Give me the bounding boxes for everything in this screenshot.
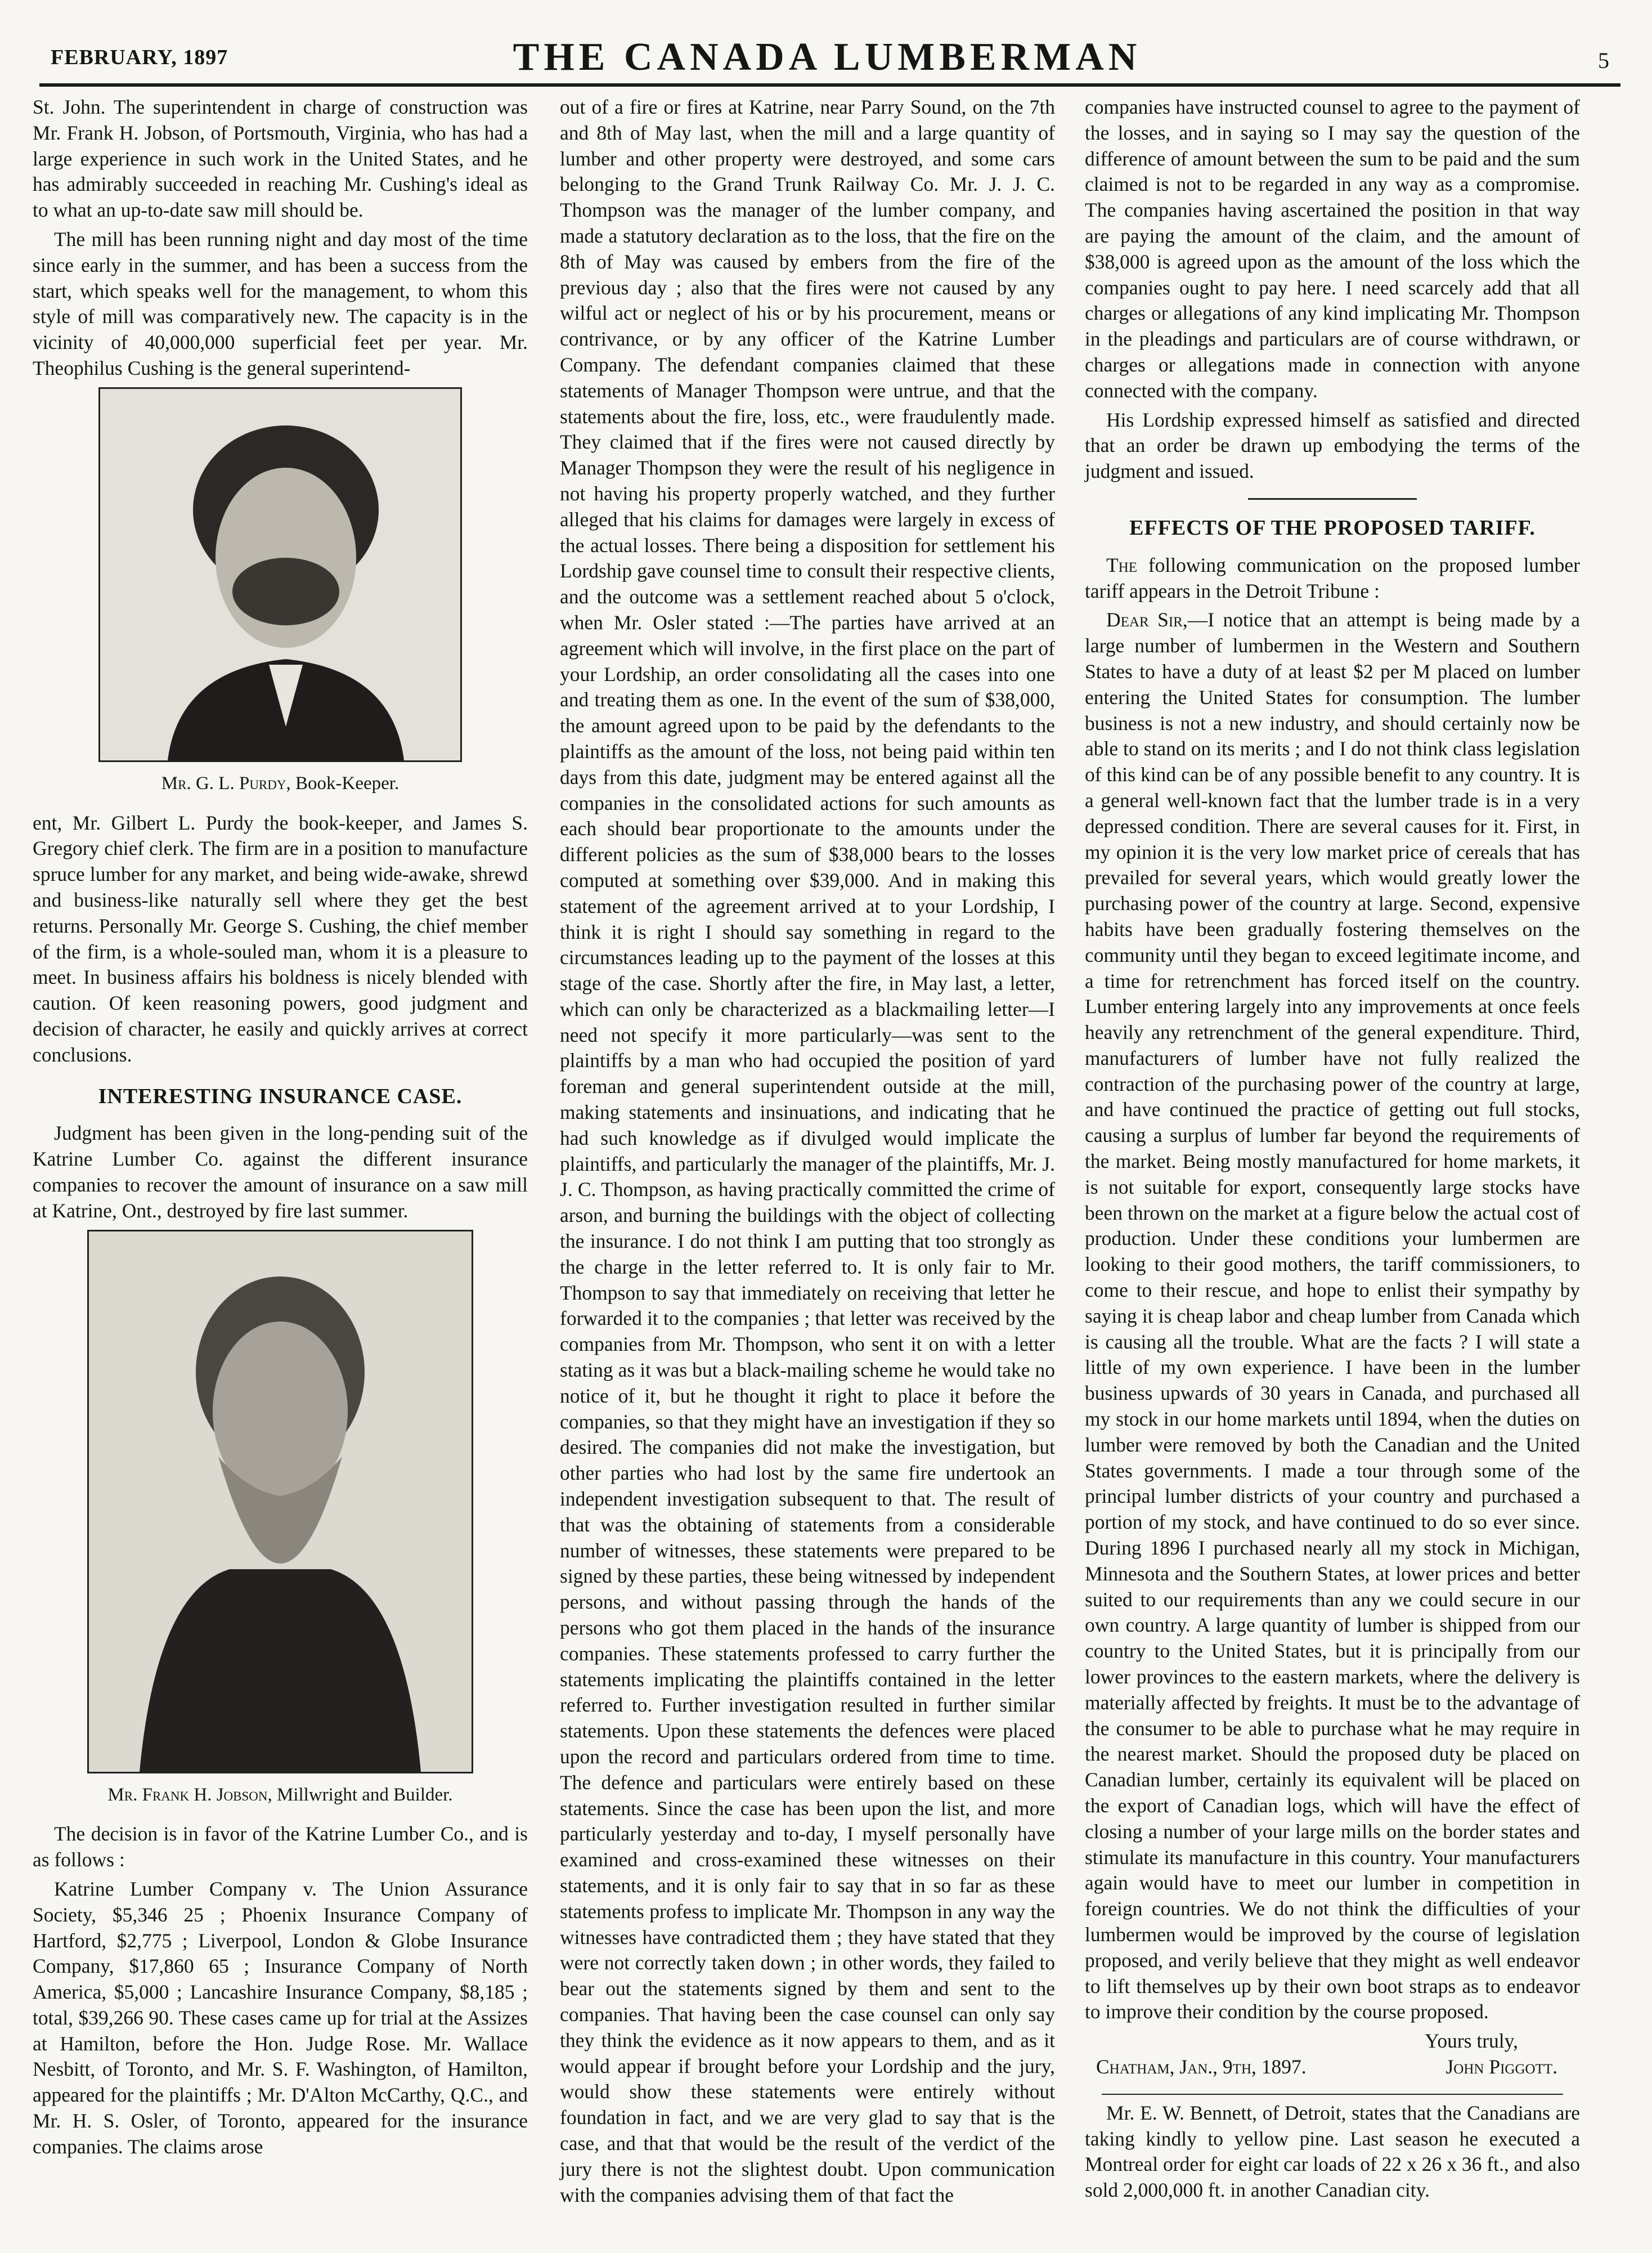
- closing: Yours truly,: [1425, 2030, 1518, 2053]
- caption-name: Mr. G. L. Purdy: [161, 773, 286, 794]
- paragraph: companies have instructed counsel to agree to the payment of the losses, and in saying so I may say the question of the difference of amount between the sum to be paid and the sum claimed is not to be regarded in any way as a compromise. The companies having ascertained the position in that way are paying the amount of the claim, and the amount of $38,000 is agreed upon as the amount of the loss which the companies ought to pay here. I need scarcely add that all charges or allegations of any kind implicating Mr. Thompson in the pleadings and particulars are of course withdrawn, or charges or allegations made in connection with anyone connected with the company.: [1085, 96, 1580, 402]
- photo-caption: [33, 1782, 528, 1808]
- caption-role: , Millwright and Builder.: [267, 1784, 453, 1805]
- signature-line: [1096, 2054, 1557, 2080]
- paragraph: His Lordship expressed himself as satisfied and directed that an order be drawn up embodying the terms of the judgment and issued.: [1085, 408, 1580, 483]
- masthead: [39, 23, 1615, 84]
- column-middle: [560, 95, 1055, 2211]
- signature-place-date: Chatham, Jan., 9th, 1897.: [1096, 2055, 1307, 2078]
- salutation: Dear Sir,: [1106, 608, 1188, 631]
- column-left: [33, 95, 528, 2164]
- paragraph: St. John. The superintendent in charge of construction was Mr. Frank H. Jobson, of Portsmouth, Virginia, who has had a large experience in such work in the United States, and he has admirably succeeded in reaching Mr. Cushing's ideal as to what an up-to-date saw mill should be.: [33, 96, 528, 222]
- paragraph-text: —I notice that an attempt is being made by a large number of lumbermen in the Western and Southern States to have a duty of at least $2 per M placed on lumber entering the United States for consumption. The lumber business is not a new industry, and should certainly now be able to stand on its merits ; and I do not think class legislation of this kind can be of any possible benefit to any country. It is a general well-known fact that the lumber trade is in a very depressed condition. There are several causes for it. First, in my opinion it is the very low market price of cereals that has prevailed for several years, which would greatly lower the purchasing power of the country at large. Second, expensive habits have been gradually fostering themselves on the community until they began to exceed legitimate income, and a time for retrenchment has forced itself on the country. Lumber entering largely into any improvements at once feels heavily any retrenchment of the general expenditure. Third, manufacturers of lumber have not fully realized the contraction of the purchasing power of the country at large, and have continued the practice of getting out full stocks, causing a surplus of lumber far beyond the requirements of the market. Being mostly manufactured for home markets, it is not suitable for export, consequently large stocks have been thrown on the market at a figure below the actual cost of production. Under these conditions your lumbermen are looking to their good mothers, the tariff commissioners, to come to their rescue, and hope to enlist their sympathy by saying it is cheap labor and cheap lumber from Canada which is causing all the trouble. What are the facts ? I will state a little of my own experience. I have been in the lumber business upwards of 30 years in Canada, and purchased all my stock in our home markets until 1894, when the duties on lumber were removed by both the Canadian and the United States governments. I made a tour through some of the principal lumber districts of your country and purchased a portion of my stock, and have continued to do so ever since. During 1896 I purchased nearly all my stock in Michigan, Minnesota and the Southern States, at lower prices and better suited to our requirements than any we could secure in our own country. A large quantity of lumber is shipped from our country to the United States, but it is principally from our lower provinces to the eastern markets, where the delivery is materially affected by freights. It must be to the advantage of the consumer to be able to purchase what he may require in the nearest market. Should the proposed duty be placed on Canadian lumber, certainly its equivalent will be placed on the export of Canadian logs, which will have the effect of closing a number of your large mills on the border states and stimulate its manufacture in this country. Your manufacturers again would have to meet our lumber in competition in foreign countries. We do not think the difficulties of your lumbermen would be improved by the course of legislation proposed, and verily believe that they might as well endeavor to lift themselves up by their own boot straps as to endeavor to improve their condition by the course proposed.: [1085, 608, 1580, 2023]
- paragraph: out of a fire or fires at Katrine, near Parry Sound, on the 7th and 8th of May last, when the mill and a large quantity of lumber and other property were destroyed, and some cars belonging to the Grand Trunk Railway Co. Mr. J. J. C. Thompson was the manager of the lumber company, and made a statutory declaration as to the loss, that the fire on the 8th of May was caused by embers from the fire of the previous day ; also that the fires were not caused by any wilful act or neglect of his or by his procurement, means or contrivance, or by any officer of the Katrine Lumber Company. The defendant companies claimed that these statements of Manager Thompson were untrue, and that the statements about the fire, loss, etc., were fraudulently made. They claimed that if the fires were not caused directly by Manager Thompson they were the result of his negligence in not having his property properly watched, and they further alleged that his claims for damages were largely in excess of the actual losses. There being a disposition for settlement his Lordship gave counsel time to consult their respective clients, and the outcome was a settlement reached about 5 o'clock, when Mr. Osler stated :—The parties have arrived at an agreement which will involve, in the first place on the part of your Lordship, an order consolidating all the cases into one and treating them as one. In the event of the sum of $38,000, the amount agreed upon to be paid by the defendants to the plaintiffs as the amount of the loss, not being paid within ten days from this date, judgment may be entered against all the companies in the consolidated actions for such amounts as each should bear proportionate to the amounts under the different policies as the sum of $38,000 bears to the losses computed at something over $39,000. And in making this statement of the agreement arrived at to your Lordship, I think it is right I should say something in regard to the circumstances leading up to the payment of the losses at this stage of the case. Shortly after the fire, in May last, a letter, which can only be characterized as a blackmailing letter—I need not specify it more particularly—was sent to the plaintiffs by a man who had occupied the position of yard foreman and general superintendent outside at the mill, making statements and insinuations, and indicating that he had such knowledge as if divulged would implicate the plaintiffs, and particularly the manager of the plaintiffs, Mr. J. J. C. Thompson, as having practically committed the crime of arson, and burning the buildings with the object of collecting the insurance. I do not think I am putting that too strongly as the charge in the letter referred to. It is only fair to Mr. Thompson to say that immediately on receiving that letter he forwarded it to the companies ; that letter was received by the companies from Mr. Thompson, who sent it on with a letter stating as it was but a black-mailing scheme he would take no notice of it, but he thought it right to place it before the companies, so that they might have an investigation if they so desired. The companies did not make the investigation, but other parties who had lost by the same fire undertook an independent investigation subsequent to that. The result of that was the obtaining of statements from a considerable number of witnesses, these statements were prepared to be signed by these parties, these being witnessed by independent persons, and without passing through the hands of the persons who got them placed in the hands of the insurance companies. These statements professed to carry further the statements implicating the plaintiffs contained in the letter referred to. Further investigation resulted in further similar statements. Upon these statements the defences were placed upon the record and particulars ordered from time to time. The defence and particulars were entirely based on these statements. Since the case has been upon the list, and more particularly yesterday and to-day, I myself personally have examined and cross-examined these witnesses on their statements, and it is only fair to say that in so far as these statements profess to implicate Mr. Thompson in any way the witnesses have contradicted them ; they have stated that they were not correctly taken down ; in other words, they failed to bear out the statements signed by them and sent to the companies. That having been the case counsel can only say they think the evidence as it now appears to them, and as it would appear if brought before your Lordship and the jury, would show these statements were entirely without foundation in fact, and we are very glad to say that is the case, and that that would be the result of the verdict of the jury there is not the slightest doubt. Upon communication with the companies advising them of that fact the: [560, 96, 1055, 2206]
- portrait-photo-jobson: [87, 1230, 473, 1773]
- paragraph: Judgment has been given in the long-pending suit of the Katrine Lumber Co. against the different insurance companies to recover the amount of insurance on a saw mill at Katrine, Ont., destroyed by fire last summer.: [33, 1122, 528, 1222]
- paragraph: The decision is in favor of the Katrine Lumber Co., and is as follows :: [33, 1822, 528, 1871]
- portrait-photo-purdy: [98, 387, 462, 762]
- paragraph: ent, Mr. Gilbert L. Purdy the book-keeper, and James S. Gregory chief clerk. The firm are in a position to manufacture spruce lumber for any market, and being wide-awake, shrewd and business-like naturally sell where they get the best returns. Personally Mr. George S. Cushing, the chief member of the firm, is a whole-souled man, whom it is a pleasure to meet. In business affairs his boldness is nicely blended with caution. Of keen reasoning powers, good judgment and decision of character, he easily and quickly arrives at correct conclusions.: [33, 811, 528, 1066]
- caption-role: , Book-Keeper.: [286, 773, 399, 794]
- masthead-rule: [39, 83, 1620, 87]
- paragraph: [1085, 607, 1580, 2025]
- paragraph: Mr. E. W. Bennett, of Detroit, states that the Canadians are taking kindly to yellow pine. Last season he executed a Montreal order for eight car loads of 22 x 26 x 36 ft., and also sold 2,000,000 ft. in another Canadian city.: [1085, 2101, 1580, 2202]
- paragraph: The mill has been running night and day most of the time since early in the summer, and has been a success from the start, which speaks well for the management, to whom this style of mill was comparatively new. The capacity is in the vicinity of 40,000,000 superficial feet per year. Mr. Theophilus Cushing is the general superintend-: [33, 227, 528, 379]
- issue-date: FEBRUARY, 1897: [51, 46, 228, 69]
- paragraph: [1085, 553, 1580, 604]
- lead-word: The: [1106, 553, 1138, 576]
- page-number: 5: [1598, 48, 1609, 73]
- article-heading: INTERESTING INSURANCE CASE.: [98, 1084, 463, 1108]
- photo-caption: [33, 771, 528, 797]
- caption-name: Mr. Frank H. Jobson: [107, 1784, 268, 1805]
- section-divider: [1102, 2094, 1563, 2095]
- article-heading: EFFECTS OF THE PROPOSED TARIFF.: [1129, 516, 1536, 540]
- column-right: [1085, 95, 1580, 2207]
- paragraph-text: following communication on the proposed lumber tariff appears in the Detroit Tribune :: [1085, 553, 1580, 602]
- signature-name: John Piggott.: [1446, 2055, 1557, 2078]
- paragraph: Katrine Lumber Company v. The Union Assurance Society, $5,346 25 ; Phoenix Insurance Company of Hartford, $2,775 ; Liverpool, London & Globe Insurance Company, $17,860 65 ; Insurance Company of North America, $5,000 ; Lancashire Insurance Company, $8,185 ; total, $39,266 90. These cases came up for trial at the Assizes at Hamilton, before the Hon. Judge Rose. Mr. Wallace Nesbitt, of Toronto, and Mr. S. F. Washington, of Hamilton, appeared for the plaintiffs ; Mr. D'Alton McCarthy, Q.C., and Mr. H. S. Osler, of Toronto, appeared for the insurance companies. The claims arose: [33, 1877, 528, 2158]
- section-divider: [1248, 498, 1417, 500]
- newspaper-title: THE CANADA LUMBERMAN: [513, 35, 1142, 79]
